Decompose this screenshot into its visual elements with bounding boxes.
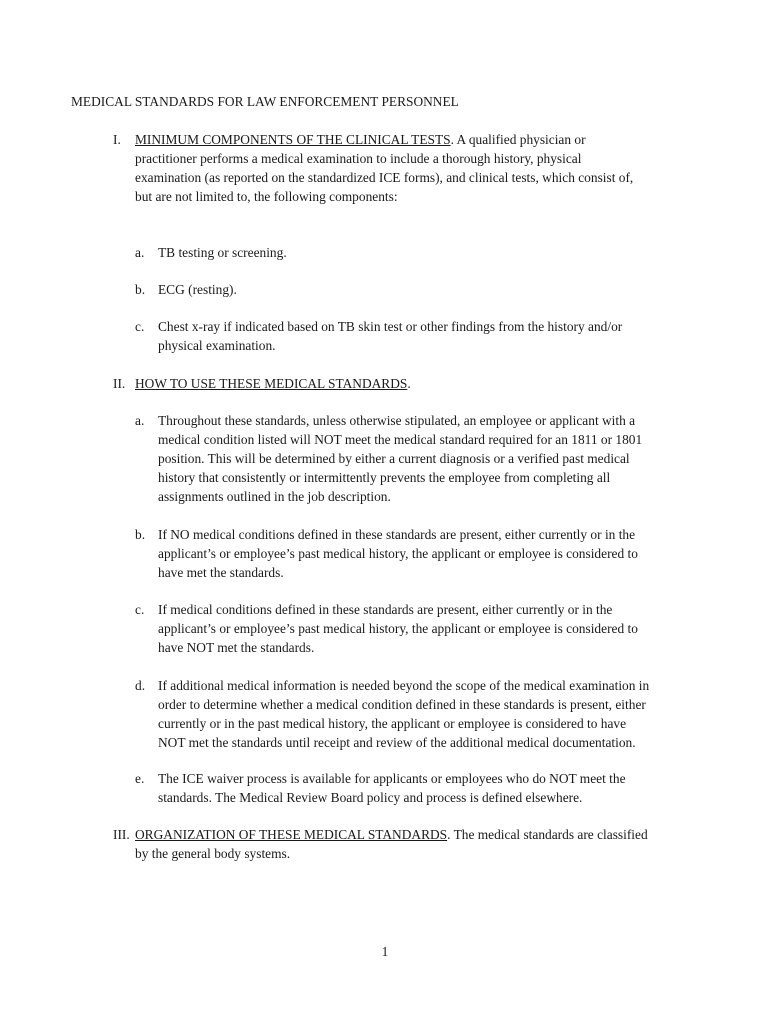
list-item-text: applicant’s or employee’s past medical history, the applicant or employee is considered to: [158, 621, 638, 636]
list-item-text: currently or in the past medical history, the applicant or employee is considered to have: [158, 716, 627, 731]
page-number: 1: [381, 944, 389, 959]
section-text-line: . A qualified physician or: [450, 132, 586, 147]
list-item-letter: a.: [135, 245, 145, 260]
list-item: [135, 280, 671, 299]
list-item: [135, 411, 671, 506]
section-heading: HOW TO USE THESE MEDICAL STANDARDS: [135, 376, 408, 391]
list-item-text: If NO medical conditions defined in these standards are present, either currently or in the: [158, 527, 636, 542]
section-text-line: practitioner performs a medical examination to include a thorough history, physical: [135, 151, 582, 166]
list-item-text: The ICE waiver process is available for applicants or employees who do NOT meet the: [158, 771, 626, 786]
section-2: [113, 374, 673, 393]
list-item-text: position. This will be determined by either a current diagnosis or a verified past medical: [158, 451, 630, 466]
list-item-text: NOT met the standards until receipt and review of the additional medical documentation.: [158, 735, 636, 750]
list-item-text: history that consistently or intermittently prevents the employee from completing all: [158, 470, 611, 485]
section-body: [135, 130, 673, 206]
section-text-line: examination (as reported on the standardized ICE forms), and clinical tests, which consist of,: [135, 170, 634, 185]
section-1: [113, 130, 673, 206]
list-item-letter: e.: [135, 771, 145, 786]
list-item: [135, 769, 671, 807]
list-item: [135, 243, 671, 262]
section-numeral: III.: [113, 827, 130, 842]
list-item-text: If additional medical information is needed beyond the scope of the medical examination in: [158, 678, 650, 693]
list-item: [135, 317, 671, 355]
section-text-line: .: [407, 376, 411, 391]
section-text-line: but are not limited to, the following components:: [135, 189, 398, 204]
section-body: [135, 825, 673, 863]
list-item-letter: b.: [135, 282, 146, 297]
list-item-letter: b.: [135, 527, 146, 542]
list-item-text: standards. The Medical Review Board policy and process is defined elsewhere.: [158, 790, 583, 805]
list-item-text: physical examination.: [158, 338, 276, 353]
list-item-letter: c.: [135, 319, 145, 334]
list-item-text: have NOT met the standards.: [158, 640, 315, 655]
section-heading: ORGANIZATION OF THESE MEDICAL STANDARDS: [135, 827, 448, 842]
list-item-text: TB testing or screening.: [158, 245, 287, 260]
list-item-text: applicant’s or employee’s past medical history, the applicant or employee is considered to: [158, 546, 638, 561]
list-item-text: assignments outlined in the job description.: [158, 489, 391, 504]
list-item-text: Chest x-ray if indicated based on TB skin test or other findings from the history and/or: [158, 319, 623, 334]
list-item-text: medical condition listed will NOT meet the medical standard required for an 1811 or 1801: [158, 432, 643, 447]
document-title: MEDICAL STANDARDS FOR LAW ENFORCEMENT PERSONNEL: [71, 94, 459, 109]
section-numeral: II.: [113, 376, 126, 391]
list-item-text: Throughout these standards, unless otherwise stipulated, an employee or applicant with a: [158, 413, 636, 428]
section-3: [113, 825, 673, 863]
list-item-text: ECG (resting).: [158, 282, 237, 297]
list-item-letter: c.: [135, 602, 145, 617]
list-item-text: have met the standards.: [158, 565, 284, 580]
section-text-line: by the general body systems.: [135, 846, 291, 861]
list-item-text: order to determine whether a medical condition defined in these standards is present, either: [158, 697, 646, 712]
section-text-line: . The medical standards are classified: [447, 827, 648, 842]
section-body: [135, 374, 673, 393]
list-item: [135, 676, 671, 752]
section-heading: MINIMUM COMPONENTS OF THE CLINICAL TESTS: [135, 132, 451, 147]
list-item: [135, 525, 671, 582]
list-item-letter: a.: [135, 413, 145, 428]
list-item: [135, 600, 671, 657]
section-numeral: I.: [113, 132, 121, 147]
list-item-text: If medical conditions defined in these standards are present, either currently or in the: [158, 602, 613, 617]
list-item-letter: d.: [135, 678, 146, 693]
